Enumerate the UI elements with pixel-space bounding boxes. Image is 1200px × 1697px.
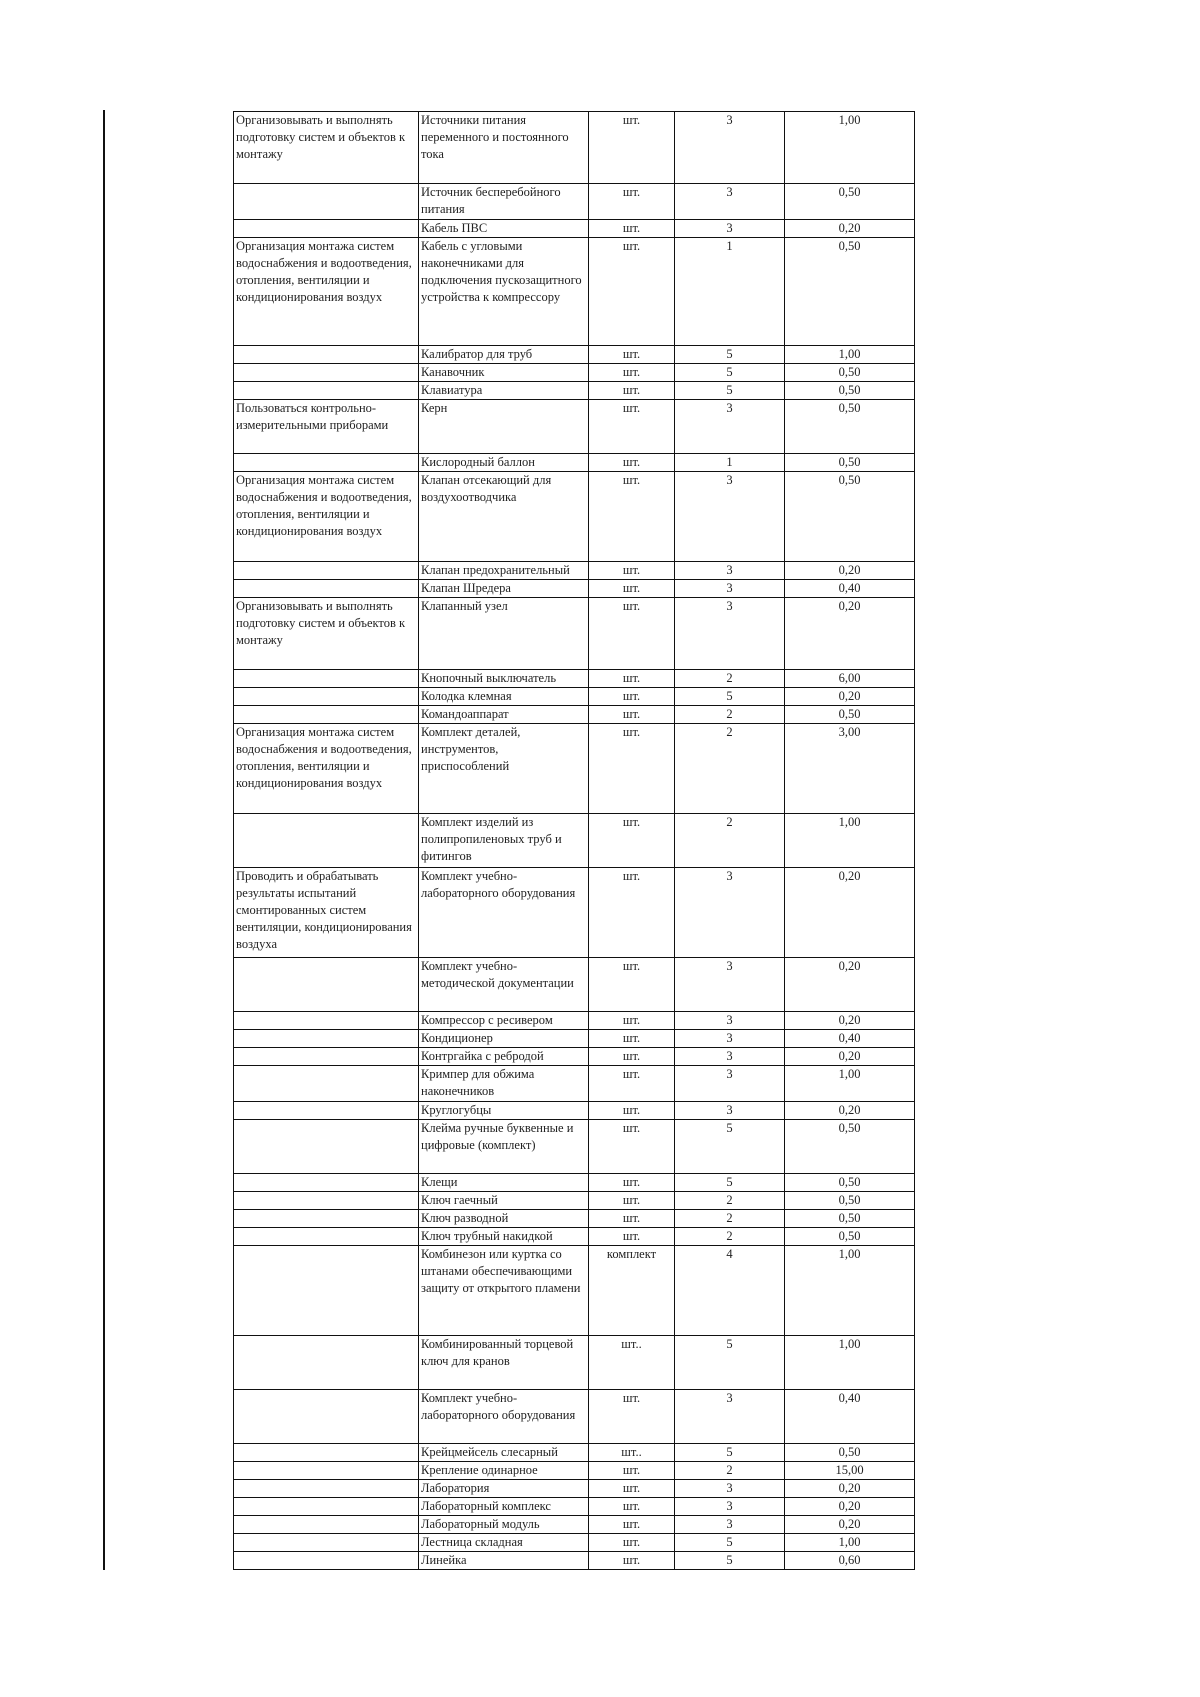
competency-cell (234, 1480, 419, 1498)
equipment-name-cell: Клавиатура (419, 382, 589, 400)
norm-cell: 0,20 (785, 1012, 915, 1030)
equipment-name-cell: Источники питания переменного и постоянного тока (419, 112, 589, 184)
norm-cell: 0,20 (785, 1516, 915, 1534)
table-row (234, 238, 915, 346)
quantity-cell: 3 (675, 184, 785, 220)
equipment-name-cell: Кнопочный выключатель (419, 670, 589, 688)
competency-cell (234, 1552, 419, 1570)
quantity-cell: 2 (675, 1210, 785, 1228)
equipment-name-cell: Керн (419, 400, 589, 454)
norm-cell: 0,60 (785, 1552, 915, 1570)
equipment-name-cell: Лестница складная (419, 1534, 589, 1552)
table-row (234, 364, 915, 382)
table-row (234, 220, 915, 238)
equipment-name-cell: Крейцмейсель слесарный (419, 1444, 589, 1462)
norm-cell: 3,00 (785, 724, 915, 814)
table-row (234, 1444, 915, 1462)
norm-cell: 0,20 (785, 220, 915, 238)
unit-cell: шт. (589, 1210, 675, 1228)
quantity-cell: 3 (675, 220, 785, 238)
norm-cell: 1,00 (785, 346, 915, 364)
competency-cell: Организация монтажа систем водоснабжения и водоотведения, отопления, вентиляции и кондиционирования воздух (234, 724, 419, 814)
equipment-name-cell: Кислородный баллон (419, 454, 589, 472)
unit-cell: шт. (589, 364, 675, 382)
quantity-cell: 5 (675, 364, 785, 382)
table-row (234, 1174, 915, 1192)
equipment-name-cell: Клапан отсекающий для воздухоотводчика (419, 472, 589, 562)
unit-cell: шт.. (589, 1336, 675, 1390)
quantity-cell: 3 (675, 580, 785, 598)
table-row (234, 1462, 915, 1480)
equipment-name-cell: Клапан Шредера (419, 580, 589, 598)
competency-cell (234, 688, 419, 706)
table-row (234, 562, 915, 580)
equipment-name-cell: Клейма ручные буквенные и цифровые (комплект) (419, 1120, 589, 1174)
table-row (234, 1030, 915, 1048)
norm-cell: 1,00 (785, 1336, 915, 1390)
unit-cell: шт. (589, 1390, 675, 1444)
unit-cell: шт. (589, 688, 675, 706)
norm-cell: 1,00 (785, 1534, 915, 1552)
norm-cell: 0,50 (785, 454, 915, 472)
competency-cell (234, 454, 419, 472)
norm-cell: 0,20 (785, 868, 915, 958)
competency-cell (234, 364, 419, 382)
competency-cell (234, 1048, 419, 1066)
equipment-name-cell: Лабораторный комплекс (419, 1498, 589, 1516)
table-row (234, 670, 915, 688)
equipment-name-cell: Ключ разводной (419, 1210, 589, 1228)
unit-cell: шт. (589, 868, 675, 958)
norm-cell: 0,50 (785, 706, 915, 724)
equipment-name-cell: Кондиционер (419, 1030, 589, 1048)
competency-cell (234, 184, 419, 220)
norm-cell: 0,50 (785, 1210, 915, 1228)
norm-cell: 0,20 (785, 562, 915, 580)
quantity-cell: 5 (675, 1534, 785, 1552)
competency-cell: Организация монтажа систем водоснабжения и водоотведения, отопления, вентиляции и кондиционирования воздух (234, 472, 419, 562)
norm-cell: 0,50 (785, 364, 915, 382)
norm-cell: 0,40 (785, 580, 915, 598)
table-row (234, 958, 915, 1012)
norm-cell: 0,50 (785, 184, 915, 220)
table-row (234, 1246, 915, 1336)
unit-cell: шт. (589, 472, 675, 562)
quantity-cell: 3 (675, 958, 785, 1012)
unit-cell: шт. (589, 1228, 675, 1246)
table-row (234, 1192, 915, 1210)
table-row (234, 1102, 915, 1120)
table-row (234, 1048, 915, 1066)
unit-cell: шт. (589, 1480, 675, 1498)
unit-cell: шт. (589, 670, 675, 688)
competency-cell (234, 1390, 419, 1444)
table-row (234, 598, 915, 670)
unit-cell: шт. (589, 1552, 675, 1570)
competency-cell (234, 382, 419, 400)
table-row (234, 382, 915, 400)
quantity-cell: 2 (675, 1192, 785, 1210)
quantity-cell: 1 (675, 238, 785, 346)
quantity-cell: 1 (675, 454, 785, 472)
equipment-name-cell: Канавочник (419, 364, 589, 382)
quantity-cell: 3 (675, 1390, 785, 1444)
quantity-cell: 5 (675, 382, 785, 400)
unit-cell: шт. (589, 382, 675, 400)
competency-cell (234, 1012, 419, 1030)
equipment-name-cell: Контргайка с ребродой (419, 1048, 589, 1066)
equipment-name-cell: Кримпер для обжима наконечников (419, 1066, 589, 1102)
quantity-cell: 2 (675, 1228, 785, 1246)
norm-cell: 0,20 (785, 1480, 915, 1498)
norm-cell: 0,20 (785, 1048, 915, 1066)
quantity-cell: 5 (675, 688, 785, 706)
quantity-cell: 3 (675, 868, 785, 958)
table-row (234, 688, 915, 706)
quantity-cell: 2 (675, 670, 785, 688)
unit-cell: шт. (589, 562, 675, 580)
competency-cell: Пользоваться контрольно-измерительными приборами (234, 400, 419, 454)
competency-cell (234, 1120, 419, 1174)
table-row (234, 580, 915, 598)
equipment-table-body (234, 112, 915, 1570)
table-row (234, 1210, 915, 1228)
competency-cell (234, 1228, 419, 1246)
unit-cell: шт. (589, 1498, 675, 1516)
competency-cell (234, 1516, 419, 1534)
equipment-name-cell: Комплект учебно-лабораторного оборудования (419, 1390, 589, 1444)
competency-cell (234, 814, 419, 868)
norm-cell: 0,20 (785, 958, 915, 1012)
table-row (234, 1498, 915, 1516)
norm-cell: 0,50 (785, 1444, 915, 1462)
unit-cell: шт. (589, 724, 675, 814)
competency-cell (234, 706, 419, 724)
equipment-name-cell: Линейка (419, 1552, 589, 1570)
unit-cell: шт. (589, 1192, 675, 1210)
quantity-cell: 5 (675, 1174, 785, 1192)
quantity-cell: 5 (675, 1444, 785, 1462)
unit-cell: шт. (589, 1066, 675, 1102)
equipment-name-cell: Командоаппарат (419, 706, 589, 724)
equipment-name-cell: Круглогубцы (419, 1102, 589, 1120)
equipment-table (233, 111, 915, 1570)
table-row (234, 1120, 915, 1174)
quantity-cell: 3 (675, 1048, 785, 1066)
table-row (234, 112, 915, 184)
norm-cell: 6,00 (785, 670, 915, 688)
quantity-cell: 2 (675, 814, 785, 868)
unit-cell: шт. (589, 1534, 675, 1552)
norm-cell: 0,50 (785, 1174, 915, 1192)
equipment-name-cell: Лаборатория (419, 1480, 589, 1498)
unit-cell: шт. (589, 1516, 675, 1534)
norm-cell: 0,20 (785, 598, 915, 670)
quantity-cell: 3 (675, 1498, 785, 1516)
equipment-name-cell: Крепление одинарное (419, 1462, 589, 1480)
competency-cell (234, 220, 419, 238)
unit-cell: шт. (589, 580, 675, 598)
equipment-name-cell: Кабель с угловыми наконечниками для подключения пускозащитного устройства к компрессору (419, 238, 589, 346)
competency-cell (234, 1336, 419, 1390)
equipment-name-cell: Комбинированный торцевой ключ для кранов (419, 1336, 589, 1390)
norm-cell: 0,50 (785, 472, 915, 562)
competency-cell (234, 1174, 419, 1192)
unit-cell: шт.. (589, 1444, 675, 1462)
unit-cell: шт. (589, 1102, 675, 1120)
unit-cell: шт. (589, 706, 675, 724)
equipment-name-cell: Комплект учебно-лабораторного оборудования (419, 868, 589, 958)
table-row (234, 346, 915, 364)
table-row (234, 868, 915, 958)
quantity-cell: 2 (675, 706, 785, 724)
table-row (234, 1390, 915, 1444)
competency-cell: Организовывать и выполнять подготовку систем и объектов к монтажу (234, 598, 419, 670)
competency-cell (234, 1498, 419, 1516)
competency-cell (234, 346, 419, 364)
competency-cell (234, 1066, 419, 1102)
quantity-cell: 3 (675, 1480, 785, 1498)
equipment-name-cell: Клапанный узел (419, 598, 589, 670)
quantity-cell: 5 (675, 1552, 785, 1570)
table-row (234, 1552, 915, 1570)
norm-cell: 0,20 (785, 1102, 915, 1120)
competency-cell: Проводить и обрабатывать результаты испытаний смонтированных систем вентиляции, кондиционирования воздуха (234, 868, 419, 958)
norm-cell: 0,40 (785, 1030, 915, 1048)
table-row (234, 1066, 915, 1102)
competency-cell (234, 670, 419, 688)
quantity-cell: 3 (675, 598, 785, 670)
equipment-name-cell: Клапан предохранительный (419, 562, 589, 580)
table-row (234, 400, 915, 454)
unit-cell: шт. (589, 1030, 675, 1048)
quantity-cell: 3 (675, 1066, 785, 1102)
norm-cell: 1,00 (785, 814, 915, 868)
equipment-name-cell: Кабель ПВС (419, 220, 589, 238)
unit-cell: шт. (589, 958, 675, 1012)
quantity-cell: 3 (675, 1012, 785, 1030)
table-row (234, 184, 915, 220)
quantity-cell: 3 (675, 562, 785, 580)
quantity-cell: 3 (675, 400, 785, 454)
equipment-name-cell: Колодка клемная (419, 688, 589, 706)
table-row (234, 1336, 915, 1390)
table-row (234, 1516, 915, 1534)
table-row (234, 1534, 915, 1552)
quantity-cell: 2 (675, 1462, 785, 1480)
norm-cell: 0,20 (785, 1498, 915, 1516)
table-row (234, 472, 915, 562)
equipment-name-cell: Клещи (419, 1174, 589, 1192)
quantity-cell: 3 (675, 472, 785, 562)
unit-cell: шт. (589, 1048, 675, 1066)
norm-cell: 0,50 (785, 382, 915, 400)
norm-cell: 1,00 (785, 1066, 915, 1102)
equipment-name-cell: Комплект деталей, инструментов, приспособлений (419, 724, 589, 814)
competency-cell (234, 1102, 419, 1120)
equipment-name-cell: Комплект учебно-методической документации (419, 958, 589, 1012)
equipment-name-cell: Источник бесперебойного питания (419, 184, 589, 220)
unit-cell: шт. (589, 1462, 675, 1480)
competency-cell: Организовывать и выполнять подготовку систем и объектов к монтажу (234, 112, 419, 184)
table-row (234, 1480, 915, 1498)
norm-cell: 0,20 (785, 688, 915, 706)
unit-cell: шт. (589, 346, 675, 364)
competency-cell (234, 1534, 419, 1552)
quantity-cell: 5 (675, 1120, 785, 1174)
quantity-cell: 5 (675, 346, 785, 364)
table-row (234, 724, 915, 814)
norm-cell: 15,00 (785, 1462, 915, 1480)
norm-cell: 1,00 (785, 112, 915, 184)
norm-cell: 0,50 (785, 1228, 915, 1246)
unit-cell: шт. (589, 112, 675, 184)
unit-cell: шт. (589, 400, 675, 454)
table-row (234, 706, 915, 724)
competency-cell (234, 1462, 419, 1480)
equipment-name-cell: Ключ гаечный (419, 1192, 589, 1210)
competency-cell (234, 580, 419, 598)
quantity-cell: 2 (675, 724, 785, 814)
competency-cell (234, 1192, 419, 1210)
norm-cell: 1,00 (785, 1246, 915, 1336)
competency-cell (234, 1246, 419, 1336)
quantity-cell: 3 (675, 1516, 785, 1534)
norm-cell: 0,50 (785, 1120, 915, 1174)
table-row (234, 1012, 915, 1030)
competency-cell (234, 1210, 419, 1228)
norm-cell: 0,50 (785, 1192, 915, 1210)
unit-cell: шт. (589, 1174, 675, 1192)
equipment-name-cell: Ключ трубный накидкой (419, 1228, 589, 1246)
unit-cell: шт. (589, 454, 675, 472)
equipment-name-cell: Комбинезон или куртка со штанами обеспечивающими защиту от открытого пламени (419, 1246, 589, 1336)
competency-cell (234, 562, 419, 580)
quantity-cell: 4 (675, 1246, 785, 1336)
unit-cell: шт. (589, 1012, 675, 1030)
table-row (234, 454, 915, 472)
equipment-name-cell: Компрессор с ресивером (419, 1012, 589, 1030)
competency-cell (234, 958, 419, 1012)
unit-cell: шт. (589, 1120, 675, 1174)
quantity-cell: 5 (675, 1336, 785, 1390)
unit-cell: шт. (589, 220, 675, 238)
table-row (234, 1228, 915, 1246)
equipment-name-cell: Лабораторный модуль (419, 1516, 589, 1534)
norm-cell: 0,50 (785, 400, 915, 454)
unit-cell: шт. (589, 238, 675, 346)
norm-cell: 0,40 (785, 1390, 915, 1444)
equipment-name-cell: Комплект изделий из полипропиленовых труб и фитингов (419, 814, 589, 868)
unit-cell: комплект (589, 1246, 675, 1336)
quantity-cell: 3 (675, 1102, 785, 1120)
norm-cell: 0,50 (785, 238, 915, 346)
competency-cell (234, 1030, 419, 1048)
unit-cell: шт. (589, 184, 675, 220)
table-row (234, 814, 915, 868)
equipment-name-cell: Калибратор для труб (419, 346, 589, 364)
competency-cell: Организация монтажа систем водоснабжения и водоотведения, отопления, вентиляции и кондиционирования воздух (234, 238, 419, 346)
competency-cell (234, 1444, 419, 1462)
page-margin-line (103, 110, 105, 1570)
quantity-cell: 3 (675, 1030, 785, 1048)
unit-cell: шт. (589, 598, 675, 670)
quantity-cell: 3 (675, 112, 785, 184)
unit-cell: шт. (589, 814, 675, 868)
